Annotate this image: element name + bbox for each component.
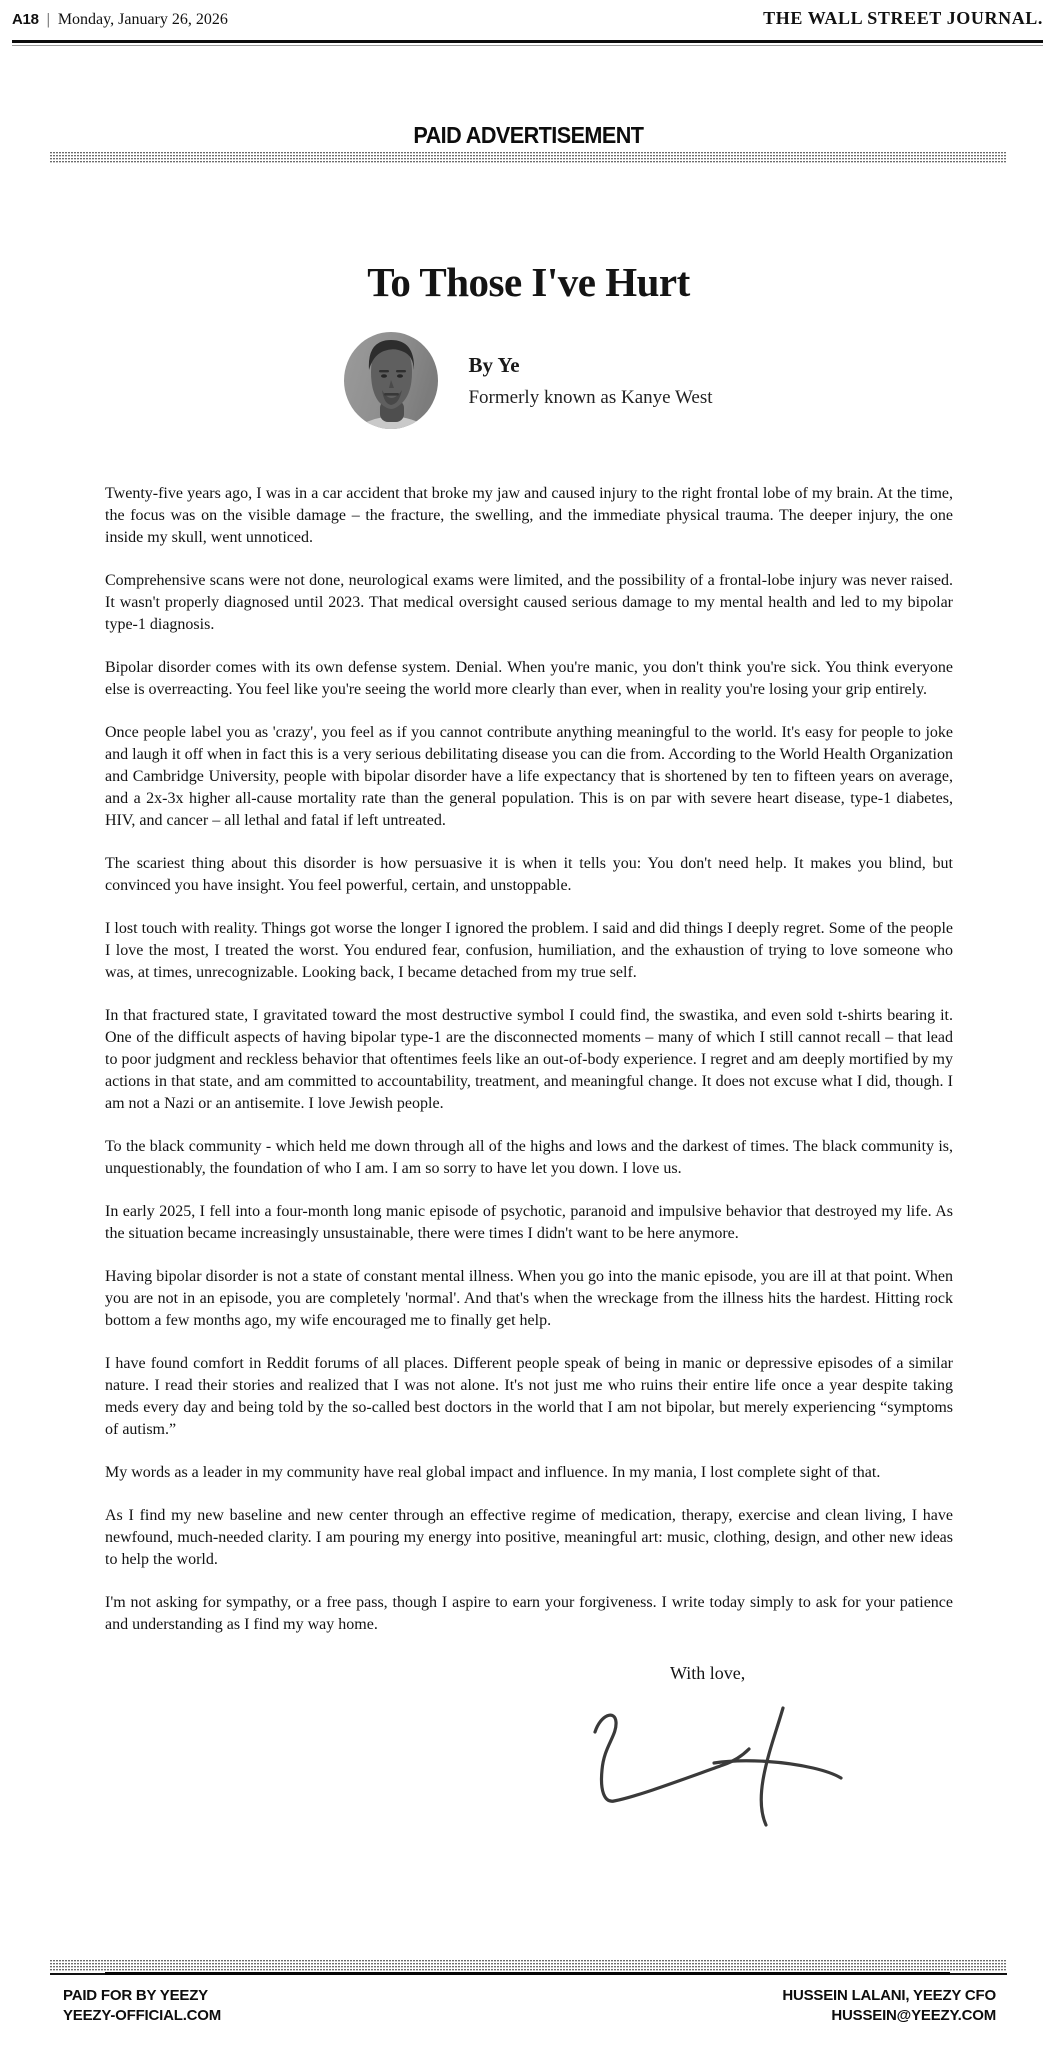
byline-subtitle: Formerly known as Kanye West (468, 386, 713, 408)
footer-rule-thick (105, 1972, 950, 1975)
halftone-divider-top (50, 152, 1007, 163)
closing-salutation: With love, (670, 1663, 746, 1683)
byline-text (468, 353, 712, 409)
masthead-left (12, 11, 228, 29)
paid-for-by: PAID FOR BY YEEZY (63, 1987, 208, 2004)
paid-advertisement-label (0, 122, 1057, 149)
article-paragraph: I have found comfort in Reddit forums of all places. Different people speak of being in manic or depressive episodes of a similar nature. I read their stories and realized that I was not alone. It's not just me who ruins their entire life once a year despite taking meds every day and being told by the so-called best doctors in the world that I am not bipolar, but merely experiencing “symptoms of autism.” (105, 1355, 953, 1438)
masthead (12, 8, 1043, 29)
article-paragraph: My words as a leader in my community have real global impact and influence. In my mania, I lost complete sight of that. (105, 1464, 881, 1481)
paid-advertisement-text: PAID ADVERTISEMENT (413, 122, 644, 148)
page-number: A18 (12, 11, 39, 28)
halftone-divider-bottom (50, 1960, 1007, 1971)
article-paragraph: I'm not asking for sympathy, or a free pass, though I aspire to earn your forgiveness. I write today simply to ask for your patience and understanding as I find my way home. (105, 1594, 953, 1633)
article-paragraph: Having bipolar disorder is not a state of constant mental illness. When you go into the manic episode, you are ill at that point. When you are not in an episode, you are completely 'normal'. And that's when the wreckage from the illness hits the hardest. Hitting rock bottom a few months ago, my wife encouraged me to finally get help. (105, 1268, 953, 1329)
article-paragraph: To the black community - which held me down through all of the highs and lows and the darkest of times. The black community is, unquestionably, the foundation of who I am. I am so sorry to have let you down. I love us. (105, 1138, 953, 1177)
article-paragraph: The scariest thing about this disorder is how persuasive it is when it tells you: You don't need help. It makes you blind, but convinced you have insight. You feel powerful, certain, and unstoppable. (105, 855, 953, 894)
contact-email: HUSSEIN@YEEZY.COM (831, 2007, 996, 2024)
byline-row (0, 332, 1057, 429)
footer-right (782, 1986, 996, 2026)
author-portrait-photo (344, 332, 438, 429)
article-paragraph: Comprehensive scans were not done, neurological exams were limited, and the possibility of a frontal-lobe injury was never raised. It wasn't properly diagnosed until 2023. That medical oversight caused serious damage to my mental health and led to my bipolar type-1 diagnosis. (105, 572, 953, 633)
article-title: To Those I've Hurt (367, 259, 690, 305)
article-paragraph: Once people label you as 'crazy', you feel as if you cannot contribute anything meaningful to the world. It's easy for people to joke and laugh it off when in fact this is a very serious debilitating disease you can die from. According to the World Health Organization and Cambridge University, people with bipolar disorder have a life expectancy that is shortened by ten to fifteen years on average, and a 2x-3x higher all-cause mortality rate than the general population. This is on par with severe heart disease, type-1 diabetes, HIV, and cancer – all lethal and fatal if left untreated. (105, 724, 953, 829)
masthead-rule (12, 40, 1043, 46)
footer-text (63, 1986, 996, 2026)
article-paragraph: In early 2025, I fell into a four-month long manic episode of psychotic, paranoid and impulsive behavior that destroyed my life. As the situation became increasingly unsustainable, there were times I didn't want to be here anymore. (105, 1203, 953, 1242)
article-paragraph: I lost touch with reality. Things got worse the longer I ignored the problem. I said and did things I deeply regret. Some of the people I love the most, I treated the worst. You endured fear, confusion, humiliation, and the exhaustion of trying to love someone who was, at times, unrecognizable. Looking back, I became detached from my true self. (105, 920, 953, 981)
page-footer (0, 1960, 1057, 2047)
article-paragraph: In that fractured state, I gravitated toward the most destructive symbol I could find, the swastika, and even sold t-shirts bearing it. One of the difficult aspects of having bipolar type-1 are the disconnected moments – many of which I still cannot recall – that lead to poor judgment and reckless behavior that oftentimes feels like an out-of-body experience. I regret and am deeply mortified by my actions in that state, and am committed to accountability, treatment, and meaningful change. It does not excuse what I did, though. I am not a Nazi or an antisemite. I love Jewish people. (105, 1007, 953, 1112)
article-paragraph: Bipolar disorder comes with its own defense system. Denial. When you're manic, you don't think you're sick. You think everyone else is overreacting. You feel like you're seeing the world more clearly than ever, when in reality you're losing your grip entirely. (105, 659, 953, 698)
article-paragraph: Twenty-five years ago, I was in a car accident that broke my jaw and caused injury to the right frontal lobe of my brain. At the time, the focus was on the visible damage – the fracture, the swelling, and the immediate physical trauma. The deeper injury, the one inside my skull, went unnoticed. (105, 485, 953, 546)
yeezy-website: YEEZY-OFFICIAL.COM (63, 2007, 222, 2024)
article-body (105, 483, 953, 1863)
masthead-date: Monday, January 26, 2026 (57, 11, 228, 28)
footer-left (63, 1986, 221, 2026)
handwritten-signature (583, 1698, 853, 1856)
newspaper-name: THE WALL STREET JOURNAL. (763, 8, 1043, 28)
contact-name: HUSSEIN LALANI, YEEZY CFO (782, 1987, 996, 2004)
article-paragraph: As I find my new baseline and new center through an effective regime of medication, therapy, exercise and clean living, I have newfound, much-needed clarity. I am pouring my energy into positive, meaningful art: music, clothing, design, and other new ideas to help the world. (105, 1507, 953, 1568)
masthead-separator: | (46, 11, 50, 28)
byline: By Ye (468, 352, 520, 377)
